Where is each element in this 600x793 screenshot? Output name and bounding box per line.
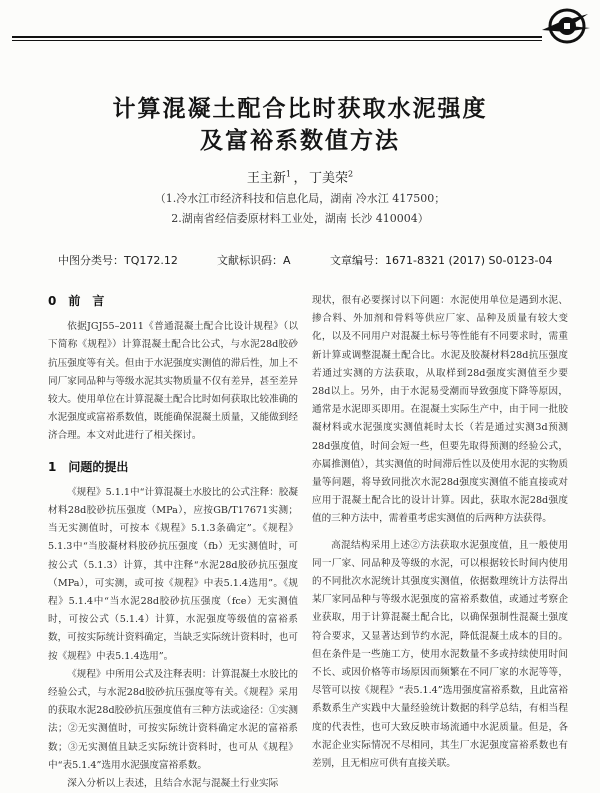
right-paragraph-1: 现状，很有必要探讨以下问题：水泥使用单位是遇到水泥、掺合料、外加剂和骨料等供应厂家、品种及质量有较大变化，以及不同用户对混凝土标号等性能有不同要求时，需重新计算或调整混凝土配合比。水泥及胶凝材料28d抗压强度若通过实测的方法获取，从取样到28d强度实测值至少要28d以上。另外，由于水泥易受潮而导致强度下降等原因，通常是水泥即买即用。在混凝土实际生产中，由于同一批胶凝材料或水泥强度实测值耗时太长（若是通过实测3d预测28d强度值，时间会短一些，但要先取得预测的经验公式，亦属推测值），其实测值的时间滞后性以及使用水泥的实物质量等问题，将导致同批次水泥28d强度实测值不能直接或对应用于混凝土配合比的设计计算。因此，获取水泥28d强度值的三种方法中，需着重考虑实测值的后两种方法获得。 <box>312 295 568 525</box>
author-2-affil-mark: 2 <box>348 169 354 179</box>
section-1-paragraph-3: 深入分析以上表述，且结合水泥与混凝土行业实际 <box>67 778 279 790</box>
publisher-emblem-icon <box>540 4 592 48</box>
header-rule-thin <box>12 40 542 41</box>
right-paragraph-2: 高混结构采用上述②方法获取水泥强度值，且一般使用同一厂家、同品种及等级的水泥，可以根据较长时间内使用的不同批次水泥统计其强度实测值，依据数理统计方法得出某厂家同品种与等级水泥强度的富裕系数值，或通过考察企业获取，用于计算混凝土配合比，以确保强制性混凝土强度符合要求，又显著达到节约水泥，降低混凝土成本的目的。但在条件是一些施工方，使用水泥数量不多或持续使用时间不长、或因价格等市场原因而频繁在不同厂家的水泥等等，尽管可以按《规程》“表5.1.4”选用强度富裕系数，且此富裕系数系生产实践中大量经验统计数据的科学总结，有相当程度的代表性，也可大致反映市场流通中水泥质量。但是，各水泥企业实际情况不尽相同，其生厂水泥强度富裕系数也有差别，且无相应可供有直接关联。 <box>312 539 568 770</box>
section-1-paragraph-2: 《规程》中所用公式及注释表明：计算混凝土水胶比的经验公式，与水泥28d胶砂抗压强度等有关。《规程》采用的获取水泥28d胶砂抗压强度值有三种方法或途径：①实测法；②无实测值时，可按实际统计资料确定水泥的富裕系数；③无实测值且缺乏实际统计资料时，也可从《规程》中“表5.1.4”选用水泥强度富裕系数。 <box>48 668 298 771</box>
author-line: 王主新$^1$ ， 丁美荣$^2$ <box>246 169 354 186</box>
section-0-paragraph: 依据JGJ55–2011《普通混凝土配合比设计规程》（以下简称《规程》）计算混凝土配合比公式，与水泥28d胶砂抗压强度等有关。但由于水泥强度实测值的滞后性，加上不同厂家同品种与等级水泥其实物质量不仅有差异，甚至差异较大。使用单位在计算混凝土配合比时如何获取比较准确的水泥强度或富裕系数值，既能确保混凝土质量，又能做到经济合理。本文对此进行了相关探讨。 <box>48 321 298 442</box>
title-line-1: 计算混凝土配合比时获取水泥强度 <box>112 96 488 122</box>
header-rule <box>12 36 542 38</box>
left-column <box>48 292 298 790</box>
author-1-name: 王主新 <box>246 171 286 186</box>
section-1-paragraph-1: 《规程》5.1.1中“计算混凝土水胶比的公式注释：胶凝材料28d胶砂抗压强度（MPa），应按GB/T17671实测；当无实测值时，可按本《规程》5.1.3条确定”。《规程》5.1.3中“当胶凝材料胶砂抗压强度（fb）无实测值时，可按公式（5.1.3）计算，其中注释“水泥28d胶砂抗压强度（MPa），可实测，或可按《规程》中表5.1.4选用”。《规程》5.1.4中“当水泥28d胶砂抗压强度（fce）无实测值时，可按公式（5.1.4）计算，水泥强度等级值的富裕系数，可按实际统计资料确定，当缺乏实际统计资料时，也可按《规程》中表5.1.4选用”。 <box>48 486 298 662</box>
affiliation-2: 2.湖南省经信委原材料工业处，湖南 长沙 410004） <box>171 212 429 225</box>
section-0-heading: 0 前 言 <box>48 294 105 308</box>
document-code: 文献标识码：A <box>217 254 291 267</box>
author-1-affil-mark: 1 <box>285 169 291 179</box>
title-line-2: 及富裕系数值方法 <box>200 128 400 154</box>
clc-number: 中图分类号：TQ172.12 <box>58 254 178 267</box>
article-number: 文章编号：1671-8321 (2017) S0-0123-04 <box>330 254 553 267</box>
author-2-name: 丁美荣 <box>309 171 349 186</box>
affiliation-1: （1.冷水江市经济科技和信息化局，湖南 冷水江 417500； <box>154 192 446 205</box>
right-column <box>312 292 568 770</box>
section-1-heading: 1 问题的提出 <box>48 459 129 474</box>
